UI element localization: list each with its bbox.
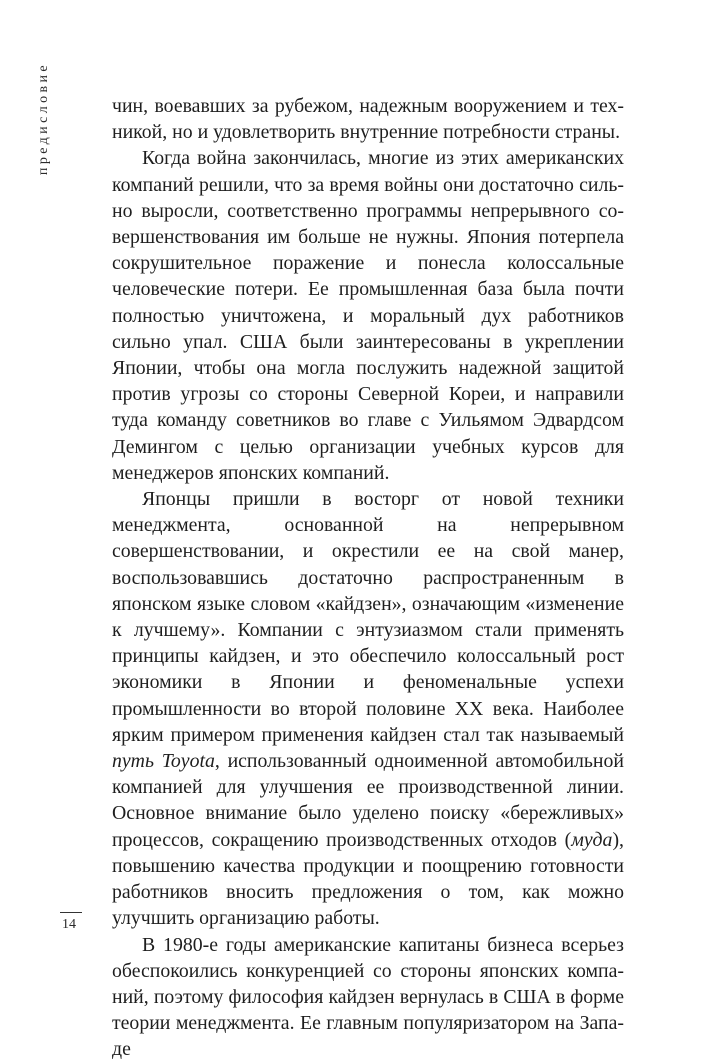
paragraph-2: Когда война закончилась, многие из этих американских компаний решили, что за время войны они достаточно сильно выросли, соответственно программы непрерывного совершенствования им больше не нужны. Япония потерпела сокрушительное поражение и понесла колоссальные человеческие потери. Ее промышленная база была почти полностью уничтожена, и моральный дух работников сильно упал. США были заинтересованы в укреплении Японии, чтобы она могла послужить надежной защитой против угрозы со стороны Северной Кореи, и направили туда команду советников во главе с Уильямом Эдвардсом Демингом с целью организации учебных курсов для менеджеров японских компаний. xyxy=(112,147,624,484)
body-text xyxy=(112,93,624,1063)
paragraph-1: чин, воевавших за рубежом, надежным вооружением и техникой, но и удовлетворить внутренние потребности страны. xyxy=(112,95,624,144)
italic-term-muda: муда xyxy=(571,828,613,851)
paragraph-4: В 1980-е годы американские капитаны бизнеса всерьез обеспокоились конкуренцией со стороны японских компаний, поэтому философия кайдзен вернулась в США в форме теории менеджмента. Ее главным популяризатором на Западе xyxy=(112,933,624,1061)
italic-term-toyota-way: путь Toyota xyxy=(112,750,215,773)
page-number: 14 xyxy=(62,917,76,932)
paragraph-3-part-3: ), повышению качества продукции и поощрению готовности работников вносить предложения о том, как можно улучшить организацию работы. xyxy=(112,828,624,930)
running-header: предисловие xyxy=(36,62,51,176)
paragraph-3 xyxy=(112,486,624,931)
paragraph-3-part-2: , использованный одноименной автомобильной компанией для улучшения ее производственной линии. Основное внимание было уделено поиску «бережливых» процессов, сокращению производственных отходов ( xyxy=(112,750,624,851)
footer-rule xyxy=(60,912,82,913)
paragraph-3-part-1: Японцы пришли в восторг от новой техники менеджмента, основанной на непрерывном совершенствовании, и окрестили ее на свой манер, воспользовавшись достаточно распространенным в японском языке словом «кайдзен», означающим «изменение к лучшему». Компании с энтузиазмом стали применять принципы кайдзен, и это обеспечило колоссальный рост экономики в Японии и феноменальные успехи промышленности во второй половине XX века. Наиболее ярким примером применения кайдзен стал так называемый xyxy=(112,488,624,746)
